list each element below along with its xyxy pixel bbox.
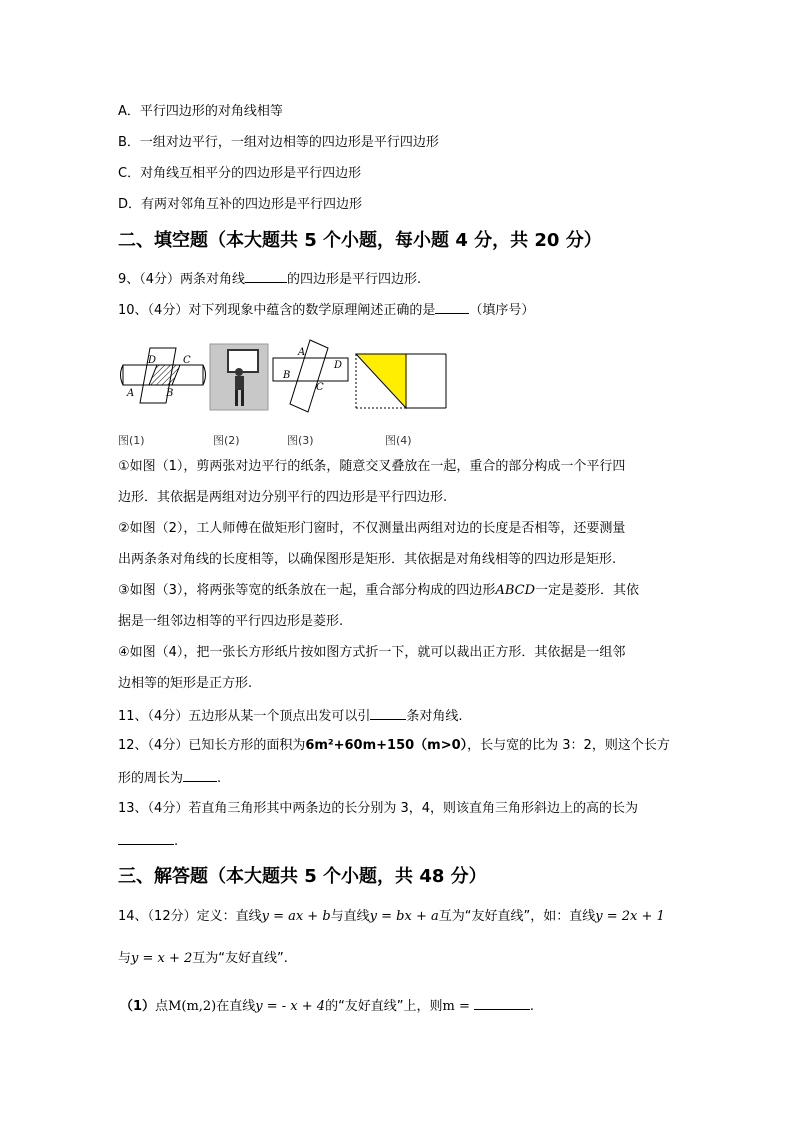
question-14-sub-1 <box>120 996 534 1016</box>
q14-text-2: 与直线 <box>330 909 370 924</box>
q10-item-1-line-1: ①如图（1），剪两张对边平行的纸条，随意交叉叠放在一起，重合的部分构成一个平行四 <box>118 459 626 474</box>
q14-sub1-text-2: 在直线 <box>216 999 256 1014</box>
q10-item-3-line-1 <box>118 582 639 600</box>
q10-item-2-line-1: ②如图（2），工人师傅在做矩形门窗时，不仅测量出两组对边的长度是否相等，还要测量 <box>118 521 626 536</box>
q14-sub1-expr: y = - x + 4 <box>255 999 326 1014</box>
q10-item-1-line-2: 边形．其依据是两组对边分别平行的四边形是平行四边形. <box>118 490 448 505</box>
fig1-label-d: D <box>148 355 157 366</box>
q14-expr-3: y = 2x + 1 <box>595 909 665 924</box>
figure-caption-2: 图(2) <box>213 434 240 447</box>
figure-caption-3: 图(3) <box>287 434 314 447</box>
figure-2-worker-photo <box>210 344 268 410</box>
q10-text-pre: 10、（4分）对下列现象中蕴含的数学原理阐述正确的是 <box>118 303 436 318</box>
question-12-line-1 <box>118 737 670 755</box>
question-11 <box>118 706 462 726</box>
q10-item-4-line-2: 边相等的矩形是正方形. <box>118 676 253 691</box>
q12-text-pre: 12、（4分）已知长方形的面积为 <box>118 738 306 753</box>
q10-item-4-line-1: ④如图（4），把一张长方形纸片按如图方式折一下，就可以裁出正方形．其依据是一组邻 <box>118 645 626 660</box>
q10-text-post: （填序号） <box>469 303 535 318</box>
q10-item-3-line-2: 据是一组邻边相等的平行四边形是菱形. <box>118 614 344 629</box>
q14-expr-1: y = ax + b <box>261 909 331 924</box>
q11-text-post: 条对角线. <box>406 709 463 724</box>
question-13-line-1: 13、（4分）若直角三角形其中两条边的长分别为 3，4，则该直角三角形斜边上的高的长为 <box>118 801 638 816</box>
fig3-label-c: C <box>316 382 324 393</box>
figure-1-crossed-strips <box>121 348 206 403</box>
question-9 <box>118 269 421 289</box>
fig1-label-b: B <box>166 388 174 399</box>
q14-text-1: 14、（12分）定义：直线 <box>118 909 262 924</box>
fig1-label-a: A <box>127 388 135 399</box>
figures <box>118 338 458 418</box>
q10-item-2-line-2: 出两条条对角线的长度相等，以确保图形是矩形．其依据是对角线相等的四边形是矩形. <box>118 552 617 567</box>
q14-sub1-text-3: 的“友好直线”上，则 <box>325 999 443 1014</box>
q10-item-3-abcd: ABCD <box>495 583 535 598</box>
q14-expr-4: y = x + 2 <box>131 951 193 966</box>
q10-item-3-text-pre: ③如图（3），将两张等宽的纸条放在一起，重合部分构成的四边形 <box>118 583 496 598</box>
option-d: D．有两对邻角互补的四边形是平行四边形 <box>118 197 363 212</box>
fig3-label-a: A <box>298 347 306 358</box>
question-14-line-2 <box>118 950 288 968</box>
q12-text-line2: 形的周长为 <box>118 771 184 786</box>
question-13-line-2 <box>118 831 178 851</box>
figure-3-equal-width-strips <box>273 340 350 412</box>
q10-blank <box>435 300 469 314</box>
fig3-label-d: D <box>334 360 343 371</box>
q14-sub1-point: M(m,2) <box>168 999 217 1014</box>
q12-blank <box>183 768 217 782</box>
q9-text-pre: 9、（4分）两条对角线 <box>118 272 246 287</box>
q14-sub1-end: . <box>529 999 535 1014</box>
q14-sub1-m: m = <box>442 999 470 1014</box>
option-c: C．对角线互相平分的四边形是平行四边形 <box>118 166 362 181</box>
fig1-label-c: C <box>183 355 191 366</box>
figure-caption-1: 图(1) <box>118 434 145 447</box>
q14-text-3: 互为“友好直线”，如：直线 <box>438 909 596 924</box>
section-title-solve: 三、解答题（本大题共 5 个小题，共 48 分） <box>118 866 487 887</box>
section-title-fill-blank: 二、填空题（本大题共 5 个小题，每小题 4 分，共 20 分） <box>118 230 602 251</box>
question-10 <box>118 300 534 320</box>
q13-text-end: . <box>174 834 179 849</box>
q9-text-post: 的四边形是平行四边形. <box>287 272 422 287</box>
q11-blank <box>370 706 406 720</box>
q14-expr-2: y = bx + a <box>369 909 439 924</box>
figure-4-folded-rectangle <box>356 354 446 408</box>
q14-text-5: 互为“友好直线”. <box>192 951 288 966</box>
q14-sub1-text-1: 点 <box>155 999 169 1014</box>
q12-text-end: . <box>217 771 222 786</box>
option-a: A．平行四边形的对角线相等 <box>118 104 283 119</box>
figure-caption-4: 图(4) <box>385 434 412 447</box>
q10-item-3-text-post: 一定是菱形．其依 <box>535 583 640 598</box>
question-14-line-1 <box>118 908 665 926</box>
q14-sub1-blank <box>474 996 530 1010</box>
fig3-label-b: B <box>283 370 291 381</box>
q13-blank <box>118 831 174 845</box>
q14-text-4: 与 <box>118 951 132 966</box>
q14-sub1-number: （1） <box>120 999 156 1014</box>
q11-text-pre: 11、（4分）五边形从某一个顶点出发可以引 <box>118 709 371 724</box>
question-12-line-2 <box>118 768 221 788</box>
q9-blank <box>245 269 287 283</box>
option-b: B．一组对边平行，一组对边相等的四边形是平行四边形 <box>118 135 439 150</box>
q12-text-mid: ，长与宽的比为 3：2，则这个长方 <box>467 738 670 753</box>
q12-expression: 6m²+60m+150（m>0） <box>305 738 468 753</box>
